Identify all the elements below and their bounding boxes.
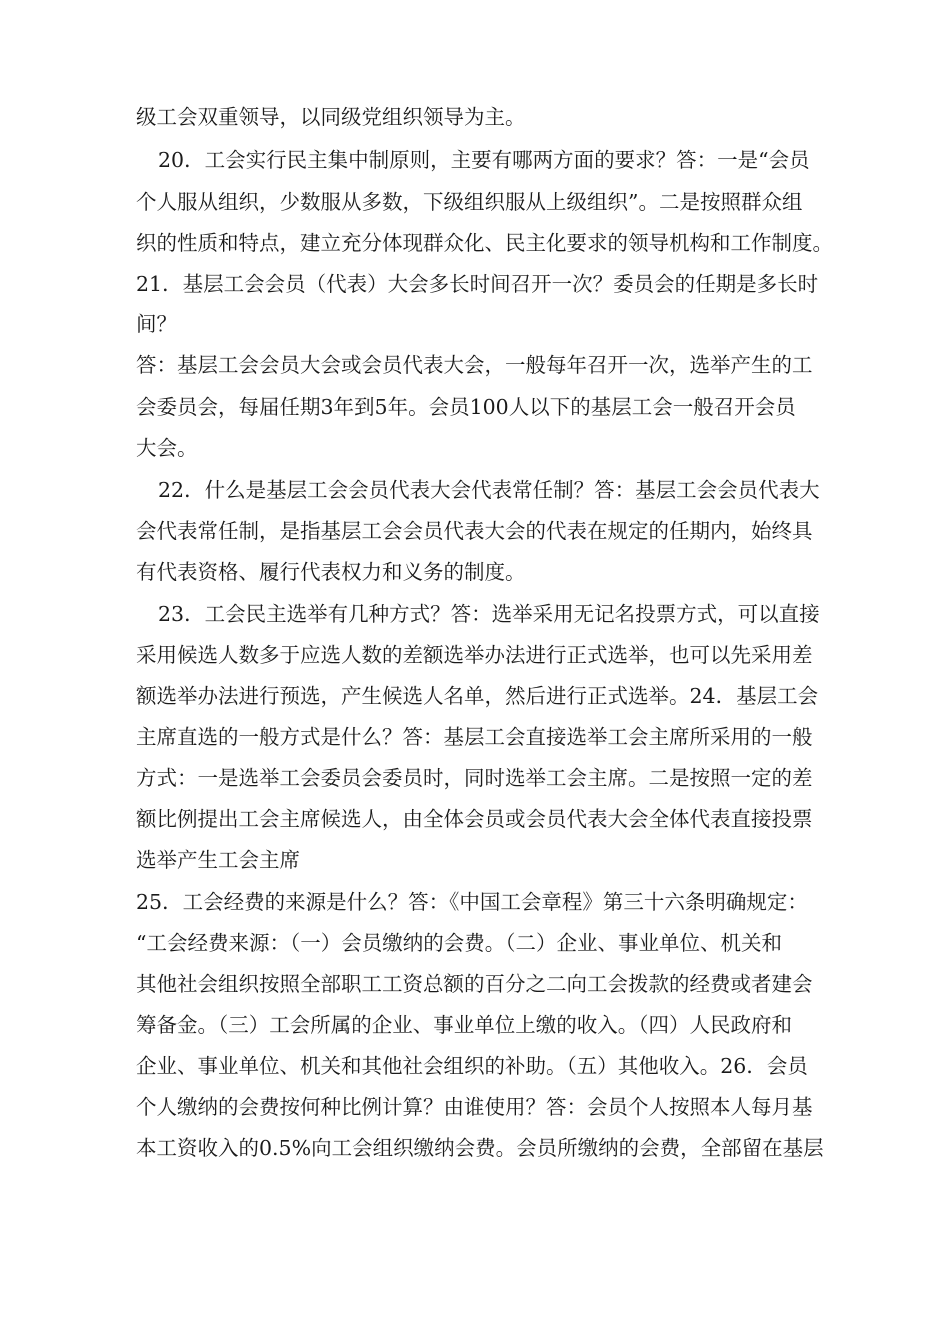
text-line: 级工会双重领导，以同级党组织领导为主。 [136,105,526,129]
text-line: 20．工会实行民主集中制原则，主要有哪两方面的要求？答：一是“会员 [158,148,810,172]
text-line: 选举产生工会主席 [136,848,300,872]
text-line: 25．工会经费的来源是什么？答：《中国工会章程》第三十六条明确规定： [136,890,808,914]
text-line: 会代表常任制，是指基层工会会员代表大会的代表在规定的任期内，始终具 [136,519,813,543]
text-line: 织的性质和特点，建立充分体现群众化、民主化要求的领导机构和工作制度。 [136,231,833,255]
text-line: 大会。 [136,436,198,460]
text-line: “工会经费来源：（一）会员缴纳的会费。（二）企业、事业单位、机关和 [136,931,782,955]
text-line: 个人缴纳的会费按何种比例计算？由谁使用？答：会员个人按照本人每月基 [136,1095,813,1119]
text-line: 额比例提出工会主席候选人，由全体会员或会员代表大会全体代表直接投票 [136,807,813,831]
text-line: 其他社会组织按照全部职工工资总额的百分之二向工会拨款的经费或者建会 [136,972,813,996]
text-line: 额选举办法进行预选，产生候选人名单，然后进行正式选举。24．基层工会 [136,684,819,708]
text-line: 主席直选的一般方式是什么？答：基层工会直接选举工会主席所采用的一般 [136,725,813,749]
text-line: 会委员会，每届任期3年到5年。会员100人以下的基层工会一般召开会员 [136,395,796,419]
text-line: 方式：一是选举工会委员会委员时，同时选举工会主席。二是按照一定的差 [136,766,813,790]
text-line: 23．工会民主选举有几种方式？答：选举采用无记名投票方式，可以直接 [158,602,820,626]
text-line: 采用候选人数多于应选人数的差额选举办法进行正式选举，也可以先采用差 [136,643,813,667]
text-line: 间？ [136,312,177,336]
text-line: 有代表资格、履行代表权力和义务的制度。 [136,560,526,584]
text-line: 企业、事业单位、机关和其他社会组织的补助。（五）其他收入。26．会员 [136,1054,808,1078]
text-line: 答：基层工会会员大会或会员代表大会，一般每年召开一次，选举产生的工 [136,353,813,377]
text-line: 21．基层工会会员（代表）大会多长时间召开一次？委员会的任期是多长时 [136,272,819,296]
text-line: 筹备金。（三）工会所属的企业、事业单位上缴的收入。（四）人民政府和 [136,1013,792,1037]
text-line: 22．什么是基层工会会员代表大会代表常任制？答：基层工会会员代表大 [158,478,820,502]
text-line: 本工资收入的0.5%向工会组织缴纳会费。会员所缴纳的会费，全部留在基层 [136,1136,824,1160]
text-line: 个人服从组织，少数服从多数，下级组织服从上级组织”。二是按照群众组 [136,190,803,214]
